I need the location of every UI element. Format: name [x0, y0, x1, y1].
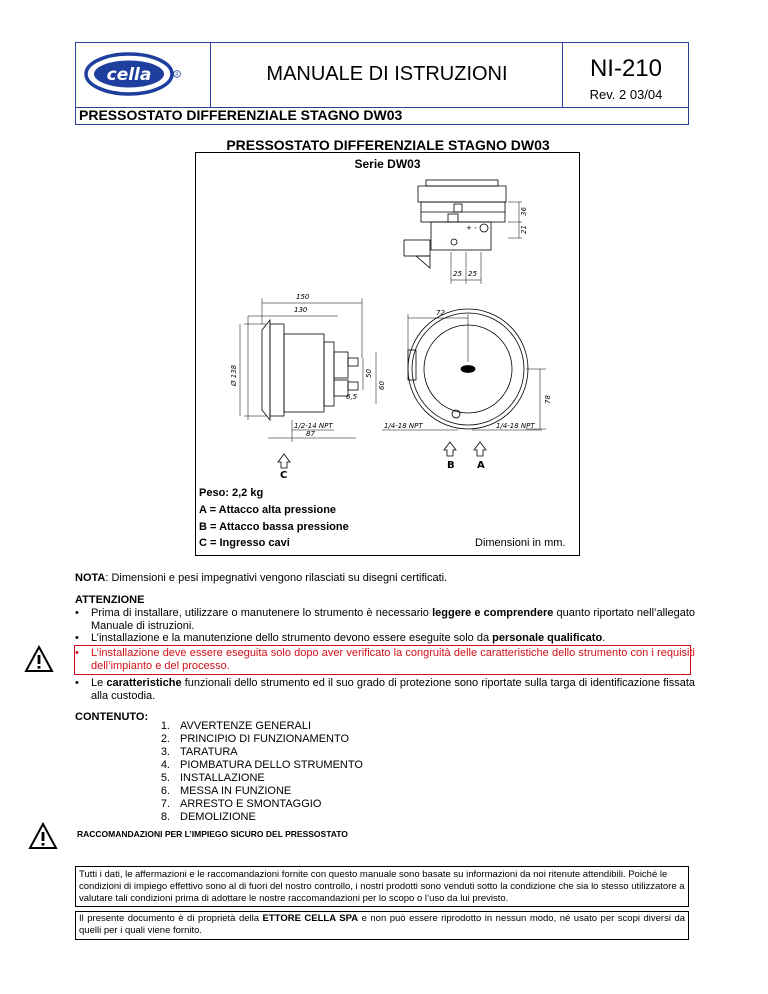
svg-text:25: 25 [453, 270, 462, 278]
ownership-text: Il presente documento è di proprietà della ETTORE CELLA SPA e non può essere riprodotto in nessun modo, né usato per scopi diversi da quelli per i quali viene fornito. [79, 913, 686, 936]
svg-text:60: 60 [378, 381, 386, 390]
warning-triangle-icon [28, 822, 58, 850]
critical-warning-bullet: • L’installazione deve essere eseguita solo dopo aver verificato la congruità delle caratteristiche dello strumento con i requisiti dell’impianto e del processo. [75, 647, 695, 672]
connection-a-label: A = Attacco alta pressione [199, 504, 337, 516]
svg-text:87: 87 [306, 430, 315, 438]
cable-entry-label: C = Ingresso cavi [199, 537, 290, 549]
weight-label: Peso: 2,2 kg [199, 487, 264, 499]
figure-title: PRESSOSTATO DIFFERENZIALE STAGNO DW03 [226, 137, 550, 153]
svg-text:21: 21 [520, 225, 528, 234]
toc-item: MESSA IN FUNZIONE [180, 785, 292, 797]
arrow-c-icon [278, 454, 290, 481]
svg-text:Ø 138: Ø 138 [230, 364, 238, 386]
svg-text:6,5: 6,5 [346, 393, 358, 401]
toc-number: 3. [160, 746, 170, 758]
svg-text:36: 36 [520, 207, 528, 216]
top-view [404, 180, 522, 284]
technical-drawing [196, 172, 579, 484]
toc-number: 4. [160, 759, 170, 771]
warning-bullet: • Prima di installare, utilizzare o manutenere lo strumento è necessario leggere e comprendere quanto riportato nell’allegato Manuale di istruzioni. [75, 607, 695, 632]
disclaimer-text: Tutti i dati, le affermazioni e le raccomandazioni fornite con questo manuale sono basate su informazioni da noi ritenute attendibili. Poiché le condizioni di impiego effettivo sono al di fuori del nostro controllo, i nostri prodotti sono venduti sotto la condizione che sia lo stesso utilizzatore a valutare tali condizioni prima di adottare le nostre raccomandazioni per lo scopo o l’uso da lui previsto. [79, 869, 685, 904]
arrow-b-icon [444, 442, 456, 471]
toc-number: 7. [160, 798, 170, 810]
svg-text:B: B [447, 460, 455, 471]
connection-b-label: B = Attacco bassa pressione [199, 521, 349, 533]
toc-number: 2. [160, 733, 170, 745]
document-code: NI-210 [589, 55, 663, 82]
toc-item: PRINCIPIO DI FUNZIONAMENTO [180, 733, 350, 745]
toc-item: TARATURA [180, 746, 238, 758]
header-divider [210, 42, 211, 108]
warning-bullet: • L’installazione e la manutenzione dello strumento devono essere eseguite solo da personale qualificato. [75, 632, 606, 644]
svg-text:72: 72 [436, 309, 445, 317]
toc-item: DEMOLIZIONE [180, 811, 256, 823]
front-view [382, 309, 546, 430]
contenuto-heading: CONTENUTO: [75, 711, 149, 723]
svg-text:+ -: + - [466, 224, 477, 232]
toc-number: 6. [160, 785, 170, 797]
warning-bullet: • Le caratteristiche funzionali dello strumento ed il suo grado di protezione sono riportate sulla targa di identificazione fissata alla custodia. [75, 677, 695, 702]
toc-number: 8. [160, 811, 170, 823]
toc-item: PIOMBATURA DELLO STRUMENTO [180, 759, 363, 771]
attenzione-heading: ATTENZIONE [75, 594, 145, 606]
document-revision: Rev. 2 03/04 [589, 87, 663, 102]
svg-text:cella: cella [106, 65, 152, 85]
units-note: Dimensioni in mm. [475, 537, 566, 549]
svg-text:A: A [477, 460, 485, 471]
document-title: MANUALE DI ISTRUZIONI [266, 63, 508, 85]
svg-text:1/4-18 NPT: 1/4-18 NPT [496, 422, 535, 430]
svg-text:1/2-14 NPT: 1/2-14 NPT [294, 422, 333, 430]
svg-text:130: 130 [294, 306, 308, 314]
series-label: Serie DW03 [354, 157, 421, 171]
svg-text:150: 150 [296, 293, 310, 301]
document-subtitle: PRESSOSTATO DIFFERENZIALE STAGNO DW03 [79, 107, 403, 123]
svg-text:1/4-18 NPT: 1/4-18 NPT [384, 422, 423, 430]
svg-text:50: 50 [365, 369, 373, 378]
side-view [240, 298, 376, 442]
svg-text:25: 25 [468, 270, 477, 278]
cella-logo [83, 50, 183, 98]
svg-text:78: 78 [544, 395, 552, 404]
toc-number: 1. [160, 720, 170, 732]
warning-triangle-icon [24, 645, 54, 673]
svg-text:R: R [175, 73, 179, 78]
svg-text:C: C [280, 470, 288, 481]
arrow-a-icon [474, 442, 486, 471]
safety-recommendations-heading: RACCOMANDAZIONI PER L’IMPIEGO SICURO DEL PRESSOSTATO [77, 829, 348, 839]
toc-item: INSTALLAZIONE [180, 772, 265, 784]
nota-paragraph: NOTA: Dimensioni e pesi impegnativi vengono rilasciati su disegni certificati. [75, 572, 448, 584]
toc-item: AVVERTENZE GENERALI [180, 720, 312, 732]
toc-number: 5. [160, 772, 170, 784]
toc-item: ARRESTO E SMONTAGGIO [180, 798, 322, 810]
